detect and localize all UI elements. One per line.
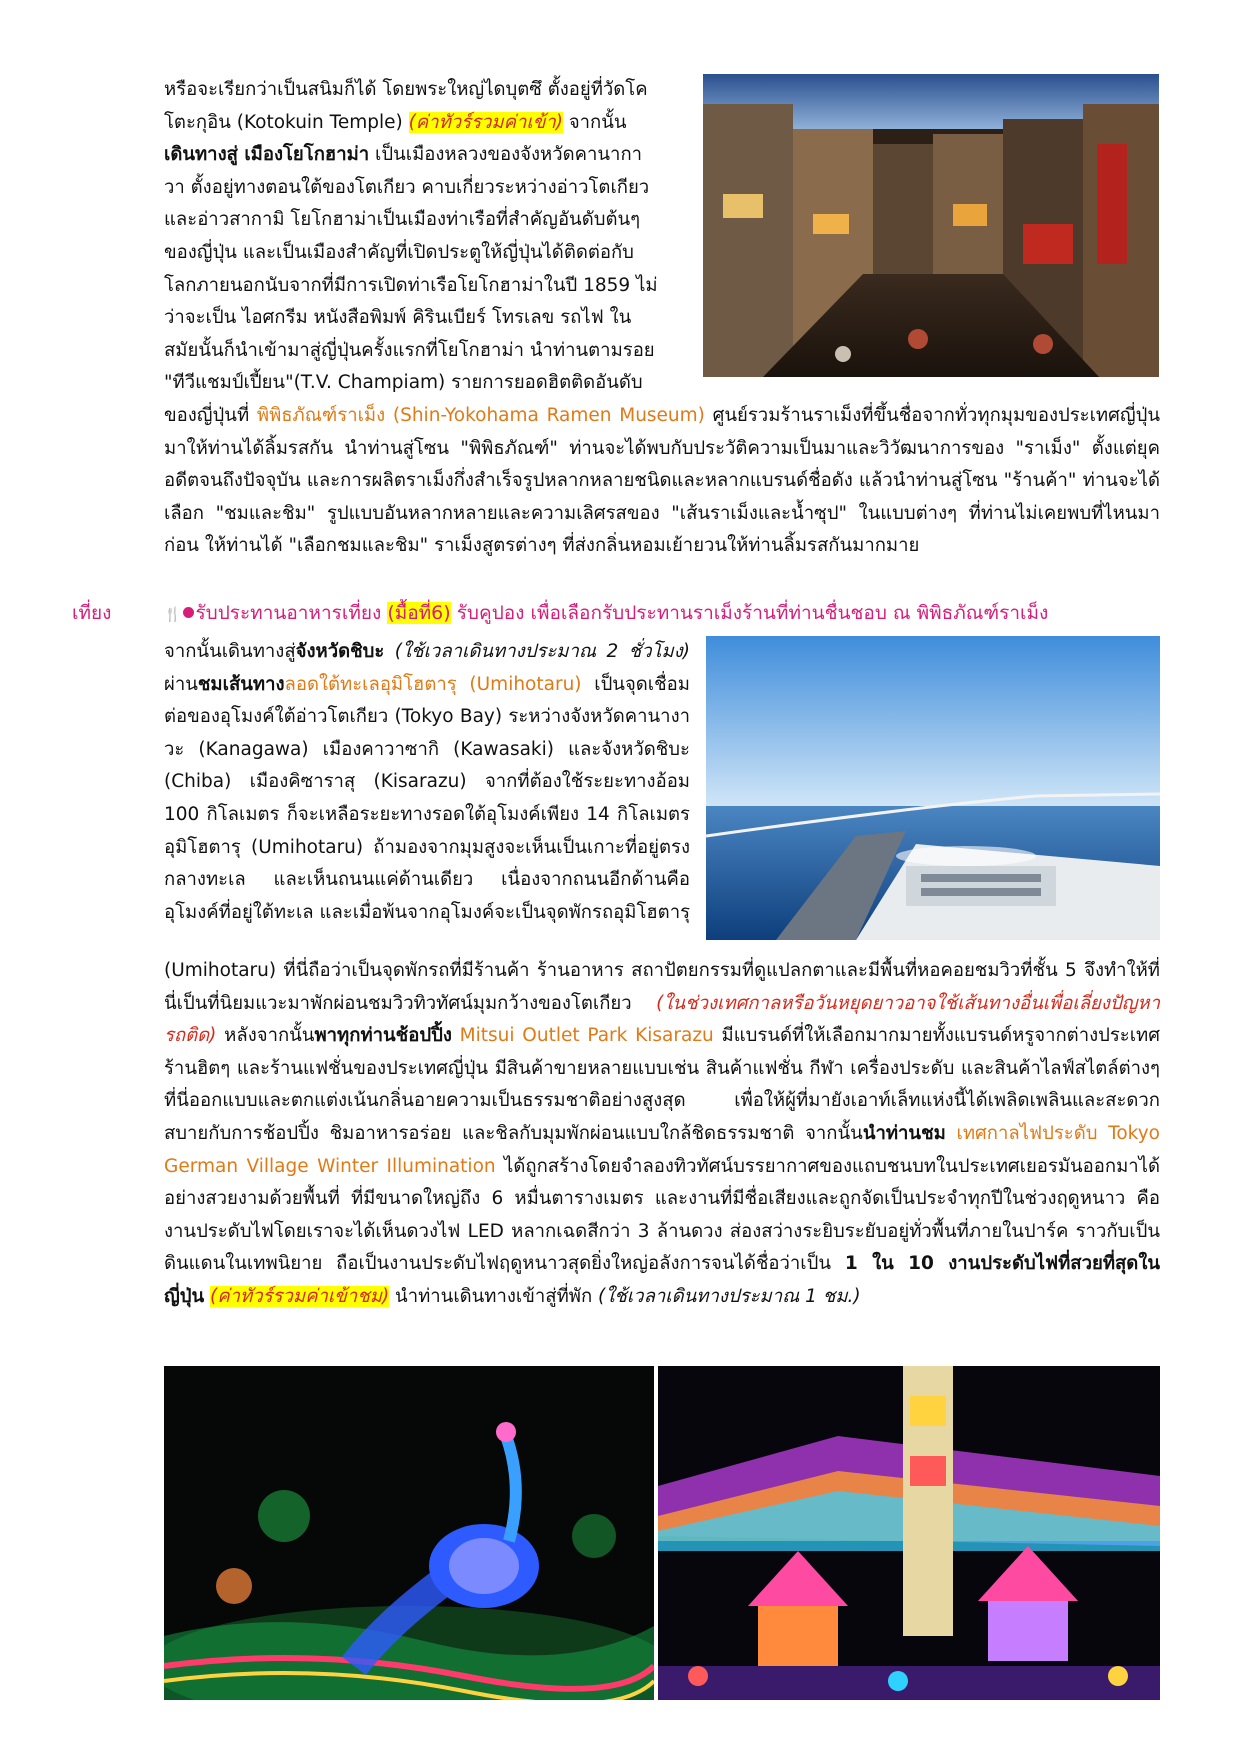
para1-line: และอ่าวสากามิ โยโกฮาม่าเป็นเมืองท่าเรือที่สำคัญอันดับต้นๆ [164,209,641,231]
holiday-note: (ในช่วงเทศกาลหรือวันหยุดยาวอาจใช้เส้นทางอื่นเพื่อเลี่ยงปัญหารถติด) [164,992,1160,1047]
text-run: หลังจากนั้น [216,1025,315,1047]
text-run: (Umihotaru) ที่นี่ถือว่าเป็นจุดพักรถที่มีร้านค้า ร้านอาหาร สถาปัตยกรรมที่ดูแปลกตาและมีพื้นที่หอคอยชมวิวที่ชั้น 5 จึงทำให้ที่นี่เป็นที่นิยมแวะมาพักผ่อนชมวิวทิวทัศน์มุมกว้างของโตเกียว [164,960,1160,1014]
text-run: ได้ถูกสร้างโดยจำลองทิวทัศน์บรรยากาศของแถบชนบทในประเทศเยอรมันออกมาได้อย่างสวยงามด้วยพื้นที่ ที่มีขนาดใหญ่ถึง 6 หมื่นตารางเมตร และงานที่มีชื่อเสียงและถูกจัดเป็นประจำทุกปีในช่วงฤดูหนาว คืองานประดับไฟโดยเราจะได้เห็นดวงไฟ LED หลากเฉดสีกว่า 3 ล้านดวง ส่องสว่างระยิบระยับอยู่ทั่วพื้นที่ภายในปาร์ค ราวกับเป็นดินแดนในเทพนิยาย ถือเป็นงานประดับไฟฤดูหนาวสุดยิ่งใหญ่อลังการจนได้ชื่อว่าเป็น [164,1155,1161,1275]
ramen-museum-name: พิพิธภัณฑ์ราเม็ง (Shin-Yokohama Ramen Museum) [256,405,705,426]
para1-line: หรือจะเรียกว่าเป็นสนิมก็ได้ โดยพระใหญ่ไดบุตซึ ตั้งอยู่ที่วัดโค [164,79,648,100]
text-run: เป็นเมืองหลวงของจังหวัดคานากา [369,144,643,166]
fee-note: (ค่าทัวร์รวมค่าเข้า) [408,111,563,133]
top10-label: 1 ใน 10 งานประดับไฟที่สวยที่สุดในญี่ปุ่น [164,1253,1160,1307]
para1-line [164,139,684,172]
travel-time-note-2: (ใช้เวลาเดินทางประมาณ 1 ชม.) [598,1285,861,1307]
text-run: ศูนย์รวมร้านราเม็งที่ขึ้นชื่อจากทั่วทุกมุมของประเทศญี่ปุ่น มาให้ท่านได้ลิ้มรสกัน นำท่านสู่โซน "พิพิธภัณฑ์" ท่านจะได้พบกับประวัติความเป็นมาและวิวัฒนาการของ "ราเม็ง" ตั้งแต่ยุคอดีตจนถึงปัจจุบัน และการผลิตราเม็งกึ่งสำเร็จรูปหลากหลายชนิดและหลากแบรนด์ชื่อดัง แล้วนำท่านสู่โซน "ร้านค้า" ท่านจะได้เลือก "ชมและชิม" รูปแบบอันหลากหลายและความเลิศรสของ "เส้นราเม็งและน้ำซุป" ในแบบต่างๆ ที่ท่านไม่เคยพบที่ไหนมาก่อน ให้ท่านได้ "เลือกชมและชิม" ราเม็งสูตรต่างๆ ที่ส่งกลิ่นหอมเย้ายวนให้ท่านลิ้มรสกันมากมาย [164,405,1161,557]
para1-line: วา ตั้งอยู่ทางตอนใต้ของโตเกียว คาบเกี่ยวระหว่างอ่าวโตเกียว [164,176,650,198]
peacock-illumination-photo [164,1366,654,1700]
para1-line: "ทีวีแชมป์เปี้ยน"(T.V. Champiam) รายการยอดฮิตติดอันดับ [164,372,643,394]
meal-number: (มื้อที่6) [387,602,451,624]
ramen-museum-photo [703,74,1159,377]
text-run [384,641,394,662]
take-to-see-label: นำท่านชม [862,1122,946,1144]
candy-house-illumination-photo [658,1366,1160,1700]
text-run: ผ่าน [164,673,198,695]
para1-line: ว่าจะเป็น ไอศกรีม หนังสือพิมพ์ คิรินเบียร์ โทรเลข รถไฟ ใน [164,307,632,329]
text-run: นำท่านเดินทางเข้าสู่ที่พัก [389,1285,599,1307]
text-run: มีแบรนด์ที่ให้เลือกมากมายทั้งแบรนด์หรูจากต่างประเทศ ร้านฮิตๆ และร้านแฟชั่นของประเทศญี่ปุ่น มีสินค้าขายหลายแบบเช่น สินค้าแฟชั่น กีฬา เครื่องประดับ และสินค้าไลฟ์สไตล์ต่างๆ ที่นี่ออกแบบและตกแต่งเน้นกลิ่นอายความเป็นธรรมชาติอย่างสูงสุด เพื่อให้ผู้ที่มายังเอาท์เล็ทแห่งนี้ได้เพลิดเพลินและสะดวกสบายกับการช้อปปิ้ง ชิมอาหารอร่อย และชิลกับมุมพักผ่อนแบบใกล้ชิดธรรมชาติ จากนั้น [164,1025,1160,1144]
meal-dot-icon [183,607,194,618]
meal-lead: รับประทานอาหารเที่ยง [195,602,388,624]
umihotaru-bridge-photo [706,636,1160,940]
text-run: จากนั้นเดินทางสู่ [164,641,296,662]
text-run: เป็นจุดเชื่อมต่อของอุโมงค์ใต้อ่าวโตเกียว (Tokyo Bay) ระหว่างจังหวัดคานางาวะ (Kanagawa) เมืองคาวาซากิ (Kawasaki) และจังหวัดชิบะ (Chiba) เมืองคิซาราสุ (Kisarazu) จากที่ต้องใช้ระยะทางอ้อม 100 กิโลเมตร ก็จะเหลือระยะทางรอดใต้อุโมงค์เพียง 14 กิโลเมตร อุมิโฮตารุ (Umihotaru) ถ้ามองจากมุมสูงจะเห็นเป็นเกาะที่อยู่ตรงกลางทะเล และเห็นถนนแค่ด้านเดียว เนื่องจากถนนอีกด้านคืออุโมงค์ที่อยู่ใต้ทะเล และเมื่อพ้นจากอุโมงค์จะเป็นจุดพักรถอุมิโฮตารุ [164,673,690,923]
para1-line: สมัยนั้นก็นำเข้ามาสู่ญี่ปุ่นครั้งแรกที่โยโกฮาม่า นำท่านตามรอย [164,339,655,361]
umihotaru-name: ลอดใต้ทะเลอุมิโฮตารุ (Umihotaru) [284,673,582,695]
view-route-label: ชมเส้นทาง [197,673,285,695]
chiba-heading: จังหวัดชิบะ [295,641,385,662]
yokohama-heading: เดินทางสู่ เมืองโยโกฮาม่า [164,144,370,166]
meal-rest: รับคูปอง เพื่อเลือกรับประทานราเม็งร้านที่ท่านชื่นชอบ ณ พิพิธภัณฑ์ราเม็ง [450,602,1049,624]
text-run: ของญี่ปุ่นที่ [164,405,257,426]
travel-time-note: (ใช้เวลาเดินทางประมาณ 2 ชั่วโมง) [394,641,690,662]
para2-column [164,636,690,956]
outlet-illumination-paragraph [164,955,1160,1314]
para1-continuation [164,400,1160,563]
para1-line: โลกภายนอกนับจากที่มีการเปิดท่าเรือโยโกฮาม่าในปี 1859 ไม่ [164,274,658,296]
shopping-label: พาทุกท่านช้อปปิ้ง [314,1025,452,1047]
text-run [452,1025,460,1046]
museum-paragraph [164,400,1160,563]
chiba-paragraph [164,636,690,929]
text-run [946,1123,957,1144]
meal-icon: 🍴 [164,607,182,623]
para1-column [164,74,684,400]
fee-note-2: (ค่าทัวร์รวมค่าเข้าชม) [210,1285,390,1307]
text-run: จากนั้น [562,111,627,133]
para1-line: ของญี่ปุ่น และเป็นเมืองสำคัญที่เปิดประตูให้ญี่ปุ่นได้ติดต่อกับ [164,241,634,263]
text-run: โตะกุอิน (Kotokuin Temple) [164,111,409,133]
meal-time-label: เที่ยง [72,602,112,624]
meal-line [164,598,1164,628]
illumination-name: เทศกาลไฟประดับ Tokyo German Village Winter Illumination [164,1122,1160,1177]
outlet-name: Mitsui Outlet Park Kisarazu [459,1025,714,1047]
para1-line [164,107,684,140]
para2-continuation [164,955,1160,1314]
